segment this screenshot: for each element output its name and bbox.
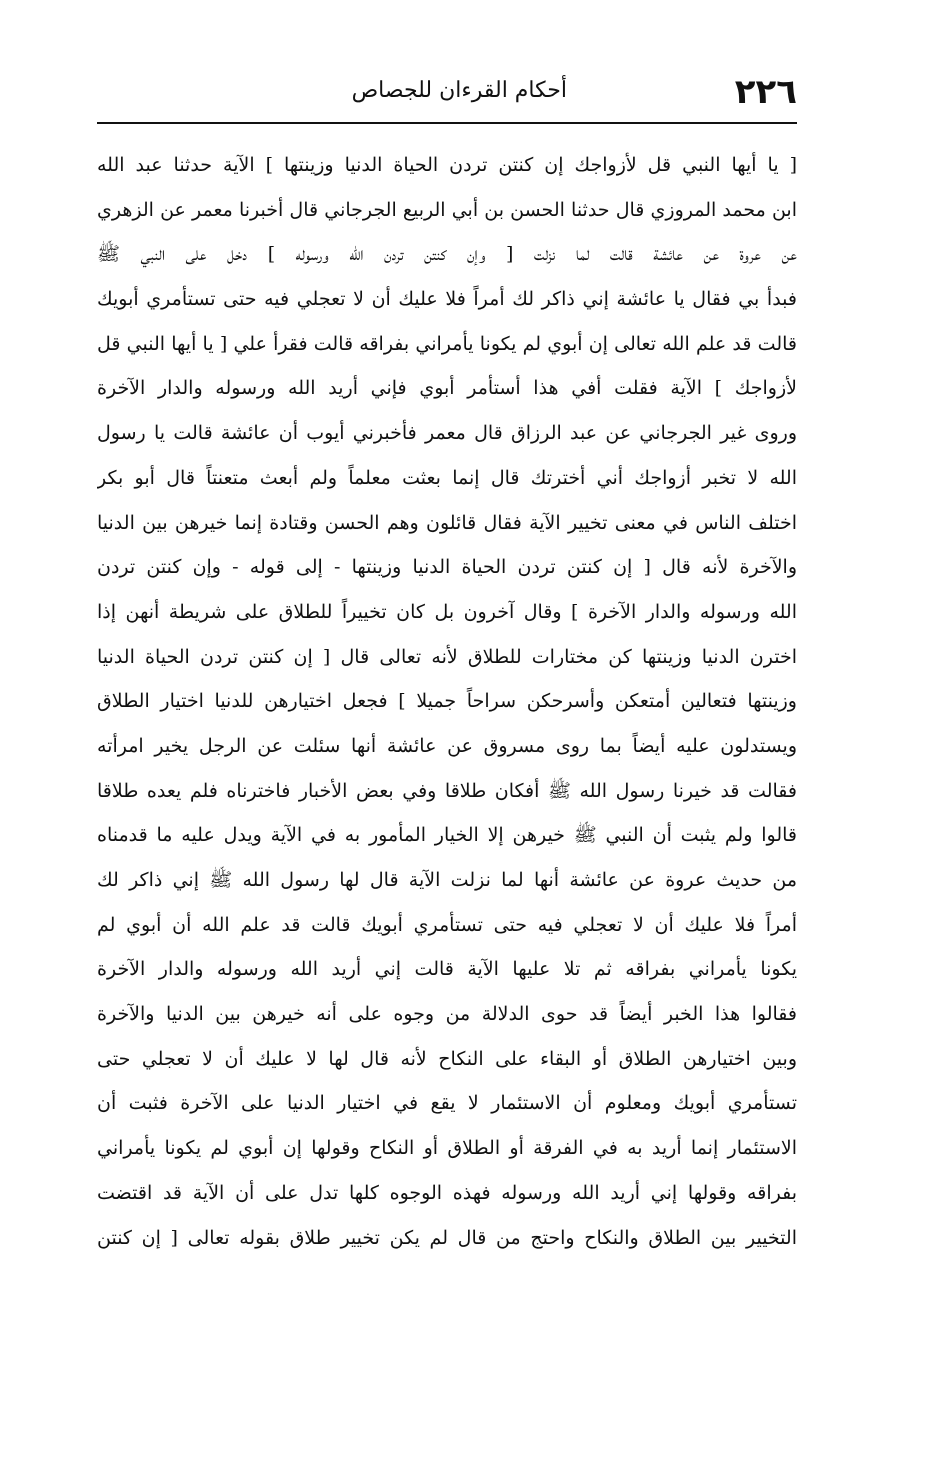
text-line: الله ورسوله والدار الآخرة ] وقال آخرون بل كان تخييراً للطلاق على شريطة أنهن إذا [97, 600, 797, 623]
text-line: بفراقه وقولها إني أريد الله ورسوله فهذه الوجوه كلها تدل على أن الآية قد اقتضت [97, 1181, 797, 1204]
text-line: الاستئمار إنما أريد به في الفرقة أو الطلاق أو النكاح وقولها إن أبوي لم يكونا يأمراني [97, 1137, 797, 1160]
text-line: التخيير بين الطلاق والنكاح واحتج من قال لم يكن تخيير طلاق بقوله تعالى [ إن كنتن [97, 1226, 797, 1249]
text-line: فبدأ بي فقال يا عائشة إني ذاكر لك أمراً فلا عليك أن لا تعجلي فيه حتى تستأمري أبويك [97, 288, 797, 311]
text-line: اختلف الناس في معنى تخيير الآية فقال قائلون وهم الحسن وقتادة إنما خيرهن بين الدنيا [97, 511, 797, 534]
page-number: ٢٢٦ [734, 72, 797, 112]
running-title: أحكام القرءان للجصاص [351, 78, 567, 103]
text-line: تستأمري أبويك ومعلوم أن الاستئمار لا يقع في اختيار الدنيا على الآخرة فثبت أن [97, 1092, 797, 1115]
text-line: من حديث عروة عن عائشة أنها لما نزلت الآية قال لها رسول الله ﷺ إني ذاكر لك [97, 869, 797, 891]
text-line: لأزواجك ] الآية فقلت أفي هذا أستأمر أبوي فإني أريد الله ورسوله والدار الآخرة [97, 377, 797, 400]
text-line: عن عروة عن عائشة قالت لما نزلت [ وإن كنتن تردن الله ورسوله ] دخل على النبي ﷺ [97, 243, 797, 266]
text-line: ابن محمد المروزي قال حدثنا الحسن بن أبي الربيع الجرجاني قال أخبرنا معمر عن الزهري [97, 198, 797, 221]
body-text [97, 143, 797, 1260]
text-line: الله لا تخبر أزواجك أني أخترتك قال إنما بعثت معلماً ولم أبعث متعنتاً قال أبو بكر [97, 466, 797, 489]
text-line: يكونا يأمراني بفراقه ثم تلا عليها الآية قالت إني أريد الله ورسوله والدار الآخرة [97, 958, 797, 981]
text-line: [ يا أيها النبي قل لأزواجك إن كنتن تردن الحياة الدنيا وزينتها ] الآية حدثنا عبد الله [97, 154, 797, 176]
page-header [97, 70, 797, 128]
text-line: فقالوا هذا الخبر أيضاً قد حوى الدلالة من وجوه على أنه خيرهن بين الدنيا والآخرة [97, 1003, 797, 1026]
text-line: قالوا ولم يثبت أن النبي ﷺ خيرهن إلا الخيار المأمور به في الآية ويدل عليه ما قدمناه [97, 824, 797, 847]
text-line: فقالت قد خيرنا رسول الله ﷺ أفكان طلاقا وفي بعض الأخبار فاخترناه فلم يعده طلاقا [97, 779, 797, 802]
header-rule [97, 122, 797, 124]
text-line: اخترن الدنيا وزينتها كن مختارات للطلاق لأنه تعالى قال [ إن كنتن تردن الحياة الدنيا [97, 645, 797, 668]
text-line: وزينتها فتعالين أمتعكن وأسرحكن سراحاً جميلا ] فجعل اختيارهن للدنيا اختيار الطلاق [97, 690, 797, 713]
text-line: وبين اختيارهن الطلاق أو البقاء على النكاح لأنه قال لها لا عليك أن لا تعجلي حتى [97, 1047, 797, 1070]
text-line: والآخرة لأنه قال [ إن كنتن تردن الحياة الدنيا وزينتها - إلى قوله - وإن كنتن تردن [97, 556, 797, 579]
text-line: وروى غير الجرجاني عن عبد الرزاق قال معمر فأخبرني أيوب أن عائشة قالت يا رسول [97, 422, 797, 445]
text-line: أمراً فلا عليك أن لا تعجلي فيه حتى تستأمري أبويك قالت قد علم الله أن أبوي لم [97, 913, 797, 936]
text-line: ويستدلون عليه أيضاً بما روى مسروق عن عائشة أنها سئلت عن الرجل يخير امرأته [97, 734, 797, 757]
text-line: قالت قد علم الله تعالى إن أبوي لم يكونا يأمراني بفراقه قالت فقرأ علي [ يا أيها النبي قل [97, 332, 797, 355]
